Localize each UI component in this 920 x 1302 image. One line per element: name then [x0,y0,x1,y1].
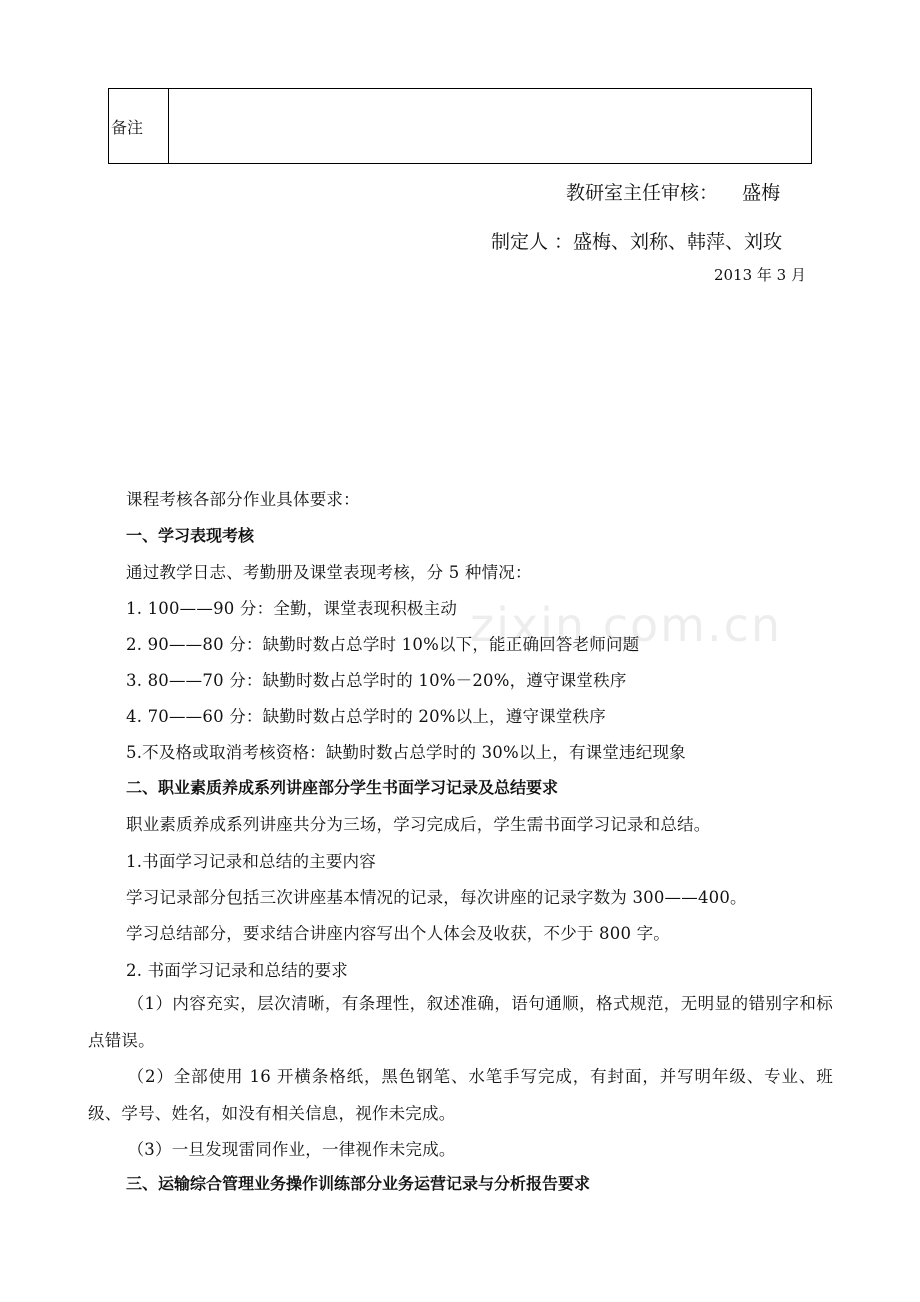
section-2-heading: 二、职业素质养成系列讲座部分学生书面学习记录及总结要求 [126,778,559,797]
document-date: 2013 年 3 月 [713,266,806,284]
list-item: 3. 80——70 分：缺勤时数占总学时的 10%－20%，遵守课堂秩序 [126,671,627,690]
subsection-1-paragraph: 学习记录部分包括三次讲座基本情况的记录，每次讲座的记录字数为 300——400。 [126,888,747,907]
remarks-table [108,88,812,164]
section-3-heading: 三、运输综合管理业务操作训练部分业务运营记录与分析报告要求 [126,1174,591,1193]
list-item: 2. 90——80 分：缺勤时数占总学时 10%以下，能正确回答老师问题 [126,635,640,654]
review-signature: 教研室主任审核： 盛梅 [566,182,781,204]
section-2-lead: 职业素质养成系列讲座共分为三场，学习完成后，学生需书面学习记录和总结。 [126,815,711,834]
list-item: 5.不及格或取消考核资格：缺勤时数占总学时的 30%以上，有课堂违纪现象 [126,743,686,762]
section-1-lead: 通过教学日志、考勤册及课堂表现考核，分 5 种情况： [126,563,532,582]
section-1-heading: 一、学习表现考核 [126,526,255,545]
list-item: 1. 100——90 分：全勤，课堂表现积极主动 [126,599,458,618]
subsection-2-title: 2. 书面学习记录和总结的要求 [126,961,348,980]
watermark: zixin.com.cn [470,598,783,652]
requirement-2: （2）全部使用 16 开横条格纸，黑色钢笔、水笔手写完成，有封面，并写明年级、专业、班级、学号、姓名，如没有相关信息，视作未完成。 [88,1067,833,1123]
intro-text: 课程考核各部分作业具体要求： [126,490,360,509]
list-item: 4. 70——60 分：缺勤时数占总学时的 20%以上，遵守课堂秩序 [126,707,606,726]
subsection-1-title: 1.书面学习记录和总结的主要内容 [126,852,376,871]
author-signature: 制定人 ：盛梅、刘称、韩萍、刘玫 [491,231,783,253]
requirement-1: （1）内容充实，层次清晰，有条理性，叙述准确，语句通顺，格式规范，无明显的错别字和标点错误。 [88,994,833,1050]
remarks-label: 备注 [109,89,169,163]
requirement-3: （3）一旦发现雷同作业，一律视作未完成。 [127,1140,456,1159]
subsection-1-paragraph: 学习总结部分，要求结合讲座内容写出个人体会及收获，不少于 800 字。 [126,924,670,943]
remarks-content [169,89,811,163]
